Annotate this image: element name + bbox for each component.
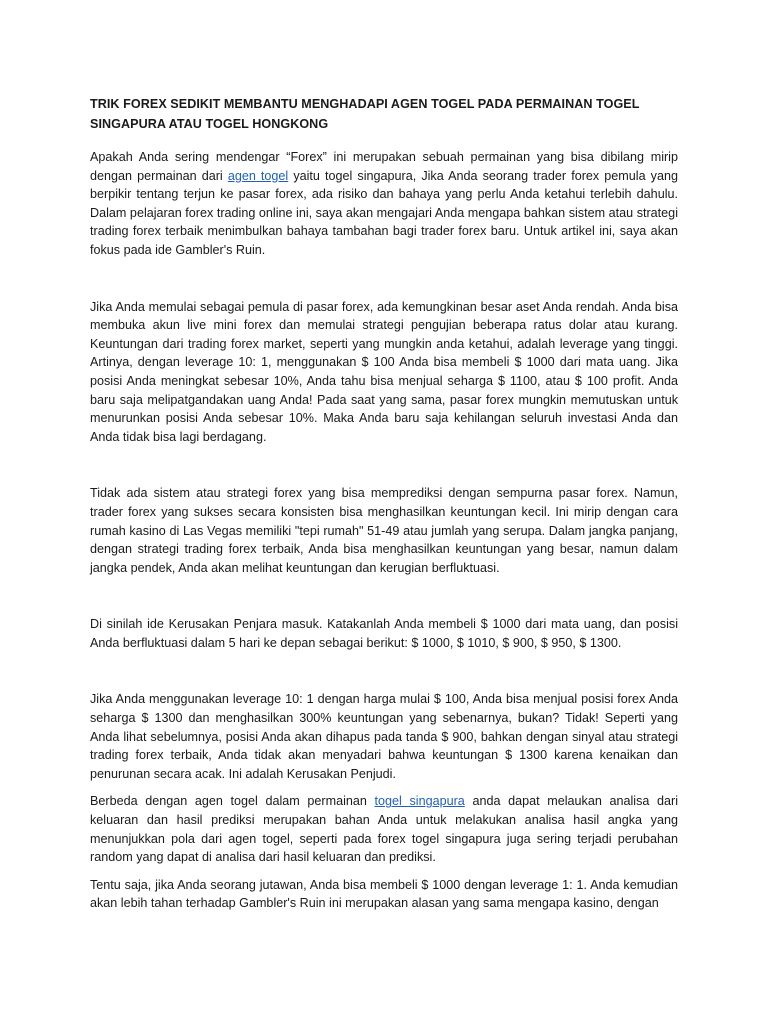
agen-togel-link[interactable]: agen togel xyxy=(227,168,289,183)
paragraph-3: Tidak ada sistem atau strategi forex yang bisa memprediksi dengan sempurna pasar forex. Namun, trader forex yang sukses secara konsisten bisa menghasilkan keuntungan kecil. Ini mirip dengan cara rumah kasino di Las Vegas memiliki "tepi rumah" 51-49 atau jumlah yang serupa. Dalam jangka panjang, dengan strategi trading forex terbaik, Anda bisa menghasilkan keuntungan yang besar, namun dalam jangka pendek, Anda akan melihat keuntungan dan kerugian berfluktuasi. xyxy=(90,486,678,575)
paragraph-7: Tentu saja, jika Anda seorang jutawan, Anda bisa membeli $ 1000 dengan leverage 1: 1. Anda kemudian akan lebih tahan terhadap Gambler's Ruin ini merupakan alasan yang sama mengapa kasino, dengan xyxy=(90,877,678,911)
paragraph-text: yaitu togel singapura, Jika Anda seorang trader forex pemula yang berpikir tentang terjun ke pasar forex, ada risiko dan bahaya yang perlu Anda ketahui terlebih dahulu. Dalam pelajaran forex trading online ini, saya akan mengajari Anda mengapa bahkan sistem atau strategi trading forex terbaik menimbulkan bahaya tambahan bagi trader forex baru. Untuk artikel ini, saya akan fokus pada ide Gambler's Ruin. xyxy=(90,168,678,257)
paragraph-2: Jika Anda memulai sebagai pemula di pasar forex, ada kemungkinan besar aset Anda rendah. Anda bisa membuka akun live mini forex dan memulai strategi pengujian beberapa ratus dolar atau kurang. Keuntungan dari trading forex market, seperti yang mungkin anda ketahui, adalah leverage yang tinggi. Artinya, dengan leverage 10: 1, menggunakan $ 100 Anda bisa membeli $ 1000 dari mata uang. Jika posisi Anda meningkat sebesar 10%, Anda tahu bisa menjual seharga $ 1100, atau $ 100 profit. Anda baru saja melipatgandakan uang Anda! Pada saat yang sama, pasar forex mungkin memutuskan untuk menurunkan posisi Anda sebesar 10%. Maka Anda baru saja kehilangan seluruh investasi Anda dan Anda tidak bisa lagi berdagang. xyxy=(90,299,678,444)
paragraph-4: Di sinilah ide Kerusakan Penjara masuk. Katakanlah Anda membeli $ 1000 dari mata uang, dan posisi Anda berfluktuasi dalam 5 hari ke depan sebagai berikut: $ 1000, $ 1010, $ 900, $ 950, $ 1300. xyxy=(90,617,678,650)
paragraph-1 xyxy=(90,148,678,260)
paragraph-text: anda dapat melaukan analisa dari keluaran dan hasil prediksi merupakan bahan Anda untuk melakukan analisa hasil angka yang menunjukkan pola dari agen togel, seperti pada forex togel singapura juga sering terjadi perubahan random yang dapat di analisa dari hasil keluaran dan prediksi. xyxy=(90,794,679,865)
paragraph-text: Berbeda dengan agen togel dalam permainan xyxy=(90,794,375,809)
paragraph-text: Apakah Anda sering mendengar “Forex” ini merupakan sebuah permainan yang bisa dibilang mirip dengan permainan dari xyxy=(90,150,678,183)
paragraph-6 xyxy=(90,792,678,866)
paragraph-5: Jika Anda menggunakan leverage 10: 1 dengan harga mulai $ 100, Anda bisa menjual posisi forex Anda seharga $ 1300 dan menghasilkan 300% keuntungan yang sebenarnya, bukan? Tidak! Seperti yang Anda lihat sebelumnya, posisi Anda akan dihapus pada tanda $ 900, bahkan dengan sinyal atau strategi trading forex terbaik, Anda tidak akan menyadari bahwa keuntungan $ 1300 karena kenaikan dan penurunan secara acak. Ini adalah Kerusakan Penjudi. xyxy=(90,692,678,781)
document-title: TRIK FOREX SEDIKIT MEMBANTU MENGHADAPI AGEN TOGEL PADA PERMAINAN TOGEL SINGAPURA ATAU TOGEL HONGKONG xyxy=(90,97,640,131)
togel-singapura-link[interactable]: togel singapura xyxy=(374,794,465,809)
